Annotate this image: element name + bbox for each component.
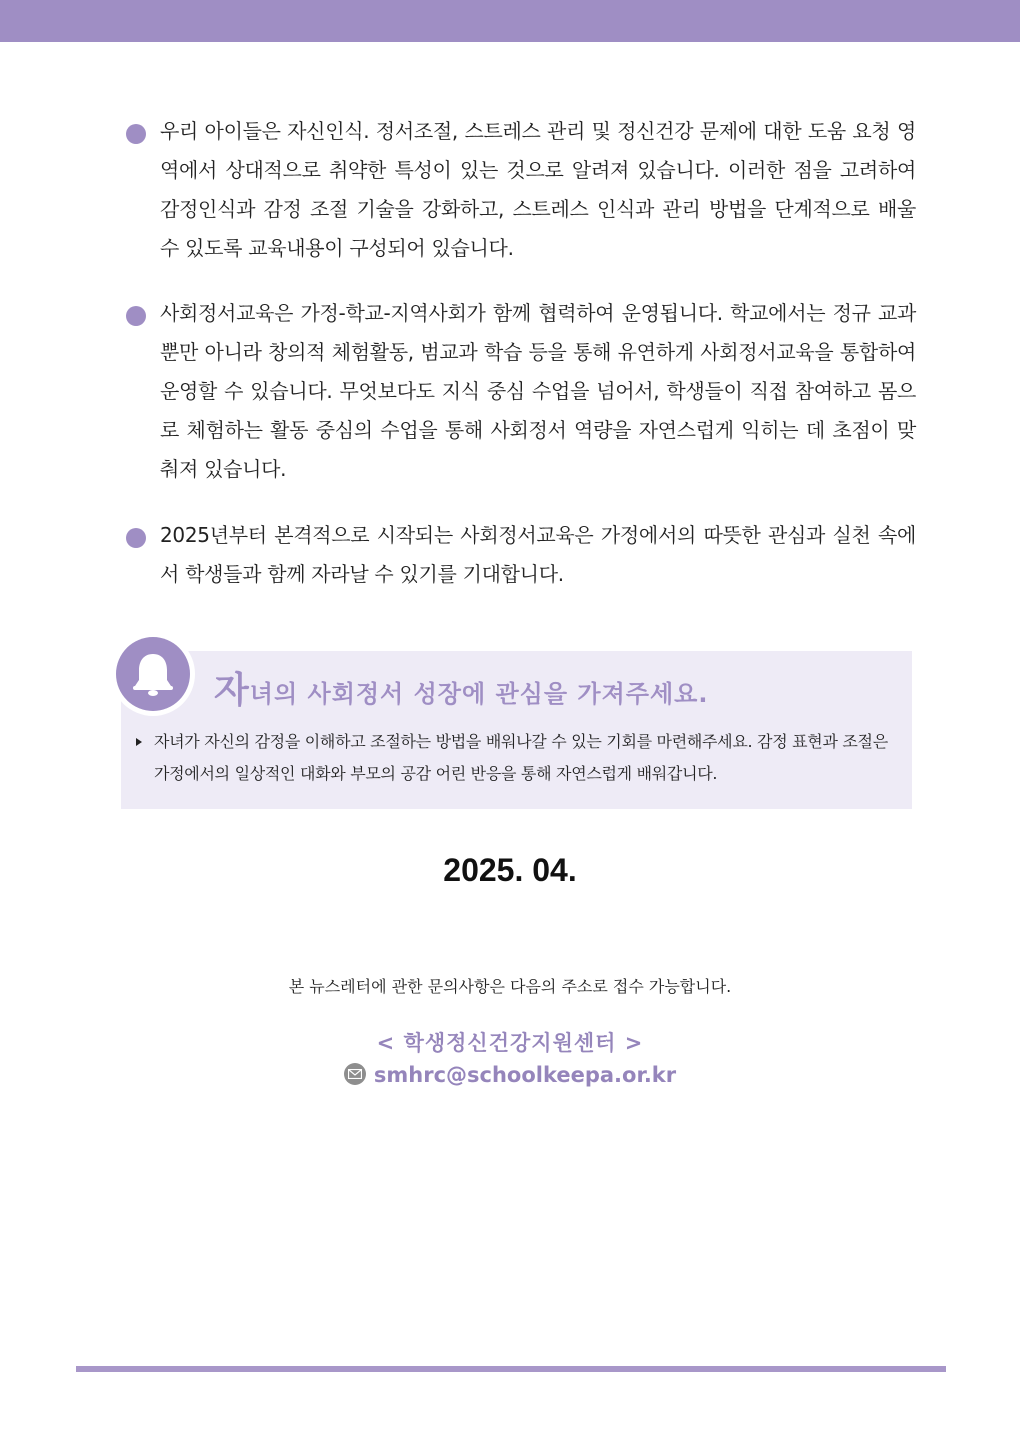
- bullet-item: [126, 294, 916, 494]
- bullet-text: 2025년부터 본격적으로 시작되는 사회정서교육은 가정에서의 따뜻한 관심과 실천 속에서 학생들과 함께 자라날 수 있기를 기대합니다.: [160, 523, 916, 586]
- bullet-dot-icon: [126, 528, 146, 548]
- callout-body: [136, 726, 906, 790]
- triangle-bullet-icon: [136, 738, 142, 746]
- inquiry-note: 본 뉴스레터에 관한 문의사항은 다음의 주소로 접수 가능합니다.: [288, 977, 732, 996]
- bottom-divider: [76, 1366, 946, 1372]
- issue-date: 2025. 04.: [443, 852, 577, 888]
- bullet-dot-icon: [126, 306, 146, 326]
- bullet-item: [126, 516, 916, 596]
- callout-title-rest: 녀의 사회정서 성장에 관심을 가져주세요.: [249, 680, 709, 708]
- callout-text: 자녀가 자신의 감정을 이해하고 조절하는 방법을 배워나갈 수 있는 기회를 마련해주세요. 감정 표현과 조절은 가정에서의 일상적인 대화와 부모의 공감 어린 반응을 통해 자연스럽게 배워갑니다.: [154, 732, 888, 783]
- callout-title-initial: 자: [214, 670, 250, 711]
- center-name: < 학생정신건강지원센터 >: [376, 1031, 644, 1055]
- bullet-item: [126, 112, 916, 272]
- email-address[interactable]: smhrc@schoolkeepa.or.kr: [373, 1063, 677, 1087]
- email-row: [0, 1063, 1020, 1087]
- bullet-text: 사회정서교육은 가정-학교-지역사회가 함께 협력하여 운영됩니다. 학교에서는 정규 교과뿐만 아니라 창의적 체험활동, 범교과 학습 등을 통해 유연하게 사회정서교육을 통합하여 운영할 수 있습니다. 무엇보다도 지식 중심 수업을 넘어서, 학생들이 직접 참여하고 몸으로 체험하는 활동 중심의 수업을 통해 사회정서 역량을 자연스럽게 익히는 데 초점이 맞춰져 있습니다.: [160, 301, 916, 481]
- bell-icon: [127, 648, 179, 700]
- callout-title: [214, 662, 709, 711]
- top-banner-bar: [0, 0, 1020, 42]
- bullet-text: 우리 아이들은 자신인식. 정서조절, 스트레스 관리 및 정신건강 문제에 대한 도움 요청 영역에서 상대적으로 취약한 특성이 있는 것으로 알려져 있습니다. 이러한 점을 고려하여 감정인식과 감정 조절 기술을 강화하고, 스트레스 인식과 관리 방법을 단계적으로 배울 수 있도록 교육내용이 구성되어 있습니다.: [160, 119, 916, 260]
- mail-icon: [344, 1063, 366, 1085]
- bullet-dot-icon: [126, 124, 146, 144]
